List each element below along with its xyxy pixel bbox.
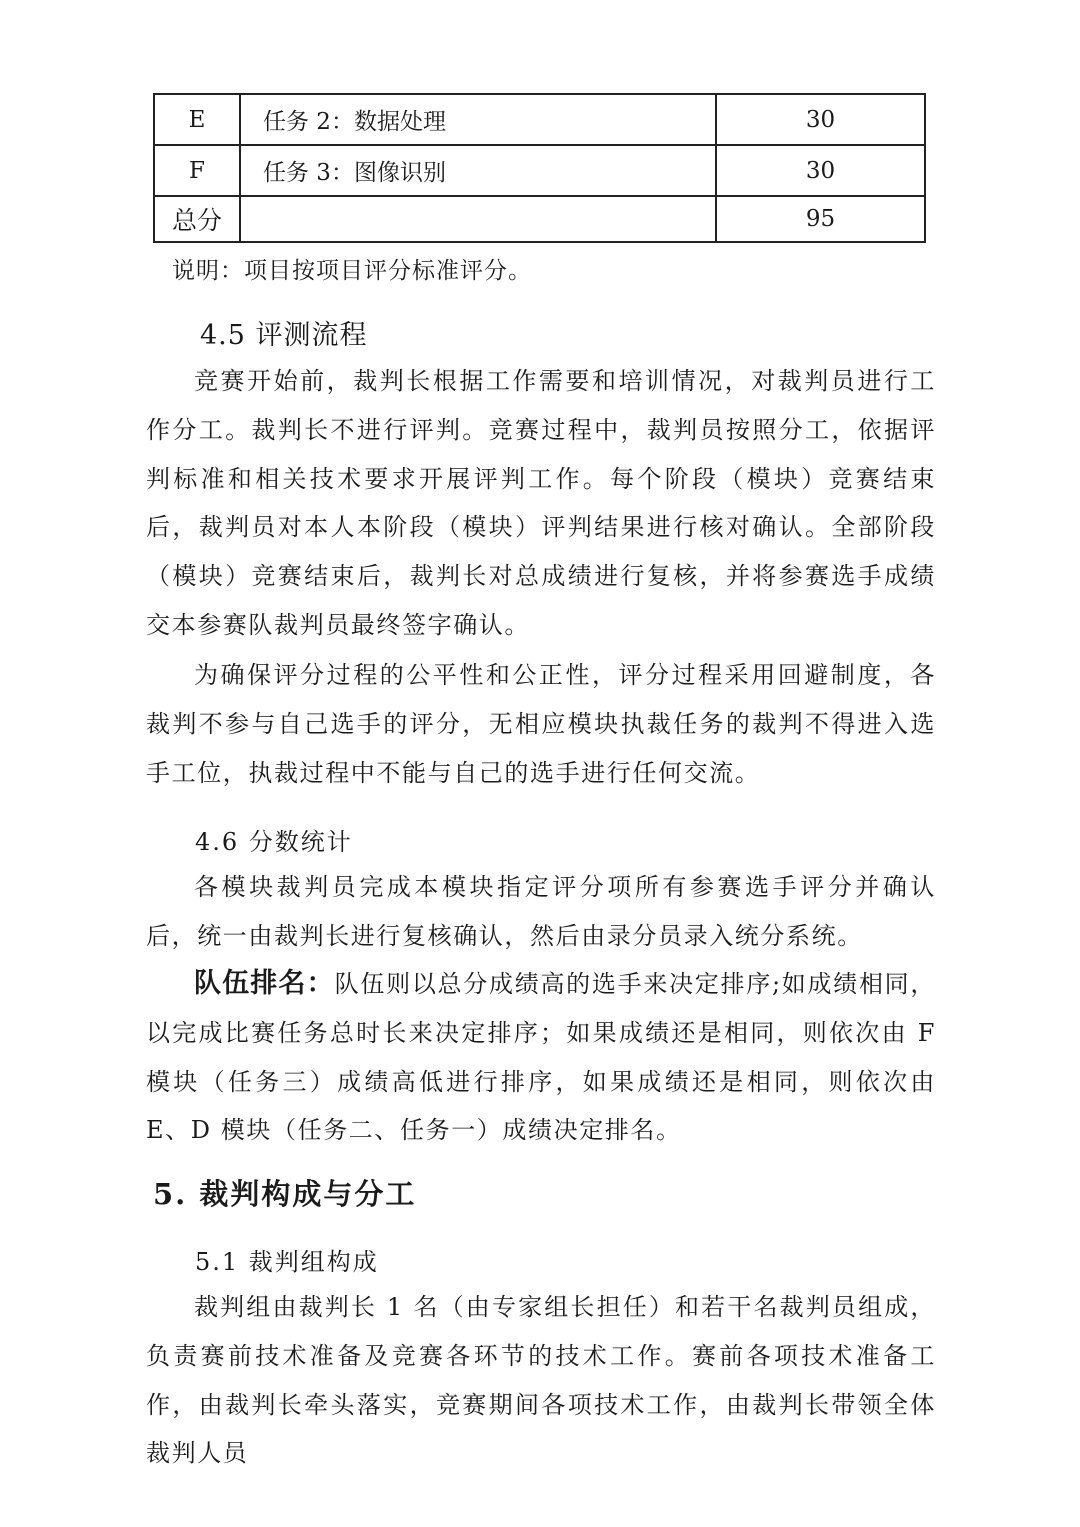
section-4-5-heading: 4.5 评测流程 — [200, 320, 368, 351]
ranking-lead: 队伍排名： — [194, 968, 335, 999]
section-5-1-paragraph-1: 裁判组由裁判长 1 名（由专家组长担任）和若干名裁判员组成，负责赛前技术准备及竞赛各环节的技术工作。赛前各项技术准备工作，由裁判长牵头落实，竞赛期间各项技术工作，由裁判长带领全体裁判人员 — [146, 1293, 936, 1468]
table-note: 说明：项目按项目评分标准评分。 — [172, 258, 532, 284]
section-4-6-heading: 4.6 分数统计 — [195, 828, 353, 856]
module-code-cell: F — [154, 145, 240, 196]
ranking-paragraph — [146, 960, 936, 1155]
score-cell: 30 — [716, 145, 925, 196]
total-label-cell: 总分 — [154, 196, 240, 242]
section-4-6-paragraph-1: 各模块裁判员完成本模块指定评分项所有参赛选手评分并确认后，统一由裁判长进行复核确认，然后由录分员录入统分系统。 — [146, 873, 936, 950]
section-5-1-heading: 5.1 裁判组构成 — [195, 1248, 379, 1276]
table-total-row — [154, 196, 925, 242]
ranking-text: 队伍则以总分成绩高的选手来决定排序;如成绩相同，以完成比赛任务总时长来决定排序；如果成绩还是相同，则依次由 F 模块（任务三）成绩高低进行排序，如果成绩还是相同，则依次由 E、D 模块（任务二、任务一）成绩决定排名。 — [146, 970, 937, 1145]
table-row — [154, 94, 925, 145]
total-task-cell — [240, 196, 716, 242]
section-5-heading: 5. 裁判构成与分工 — [153, 1177, 417, 1211]
section-4-5-paragraph-2: 为确保评分过程的公平性和公正性，评分过程采用回避制度，各裁判不参与自己选手的评分，无相应模块执裁任务的裁判不得进入选手工位，执裁过程中不能与自己的选手进行任何交流。 — [146, 661, 936, 787]
table-row — [154, 145, 925, 196]
task-name-cell: 任务 2：数据处理 — [240, 94, 716, 145]
section-4-5-paragraph-1: 竞赛开始前，裁判长根据工作需要和培训情况，对裁判员进行工作分工。裁判长不进行评判。竞赛过程中，裁判员按照分工，依据评判标准和相关技术要求开展评判工作。每个阶段（模块）竞赛结束后，裁判员对本人本阶段（模块）评判结果进行核对确认。全部阶段（模块）竞赛结束后，裁判长对总成绩进行复核，并将参赛选手成绩交本参赛队裁判员最终签字确认。 — [146, 367, 936, 639]
module-code-cell: E — [154, 94, 240, 145]
score-table — [153, 93, 926, 243]
score-cell: 30 — [716, 94, 925, 145]
total-score-cell: 95 — [716, 196, 925, 242]
task-name-cell: 任务 3：图像识别 — [240, 145, 716, 196]
